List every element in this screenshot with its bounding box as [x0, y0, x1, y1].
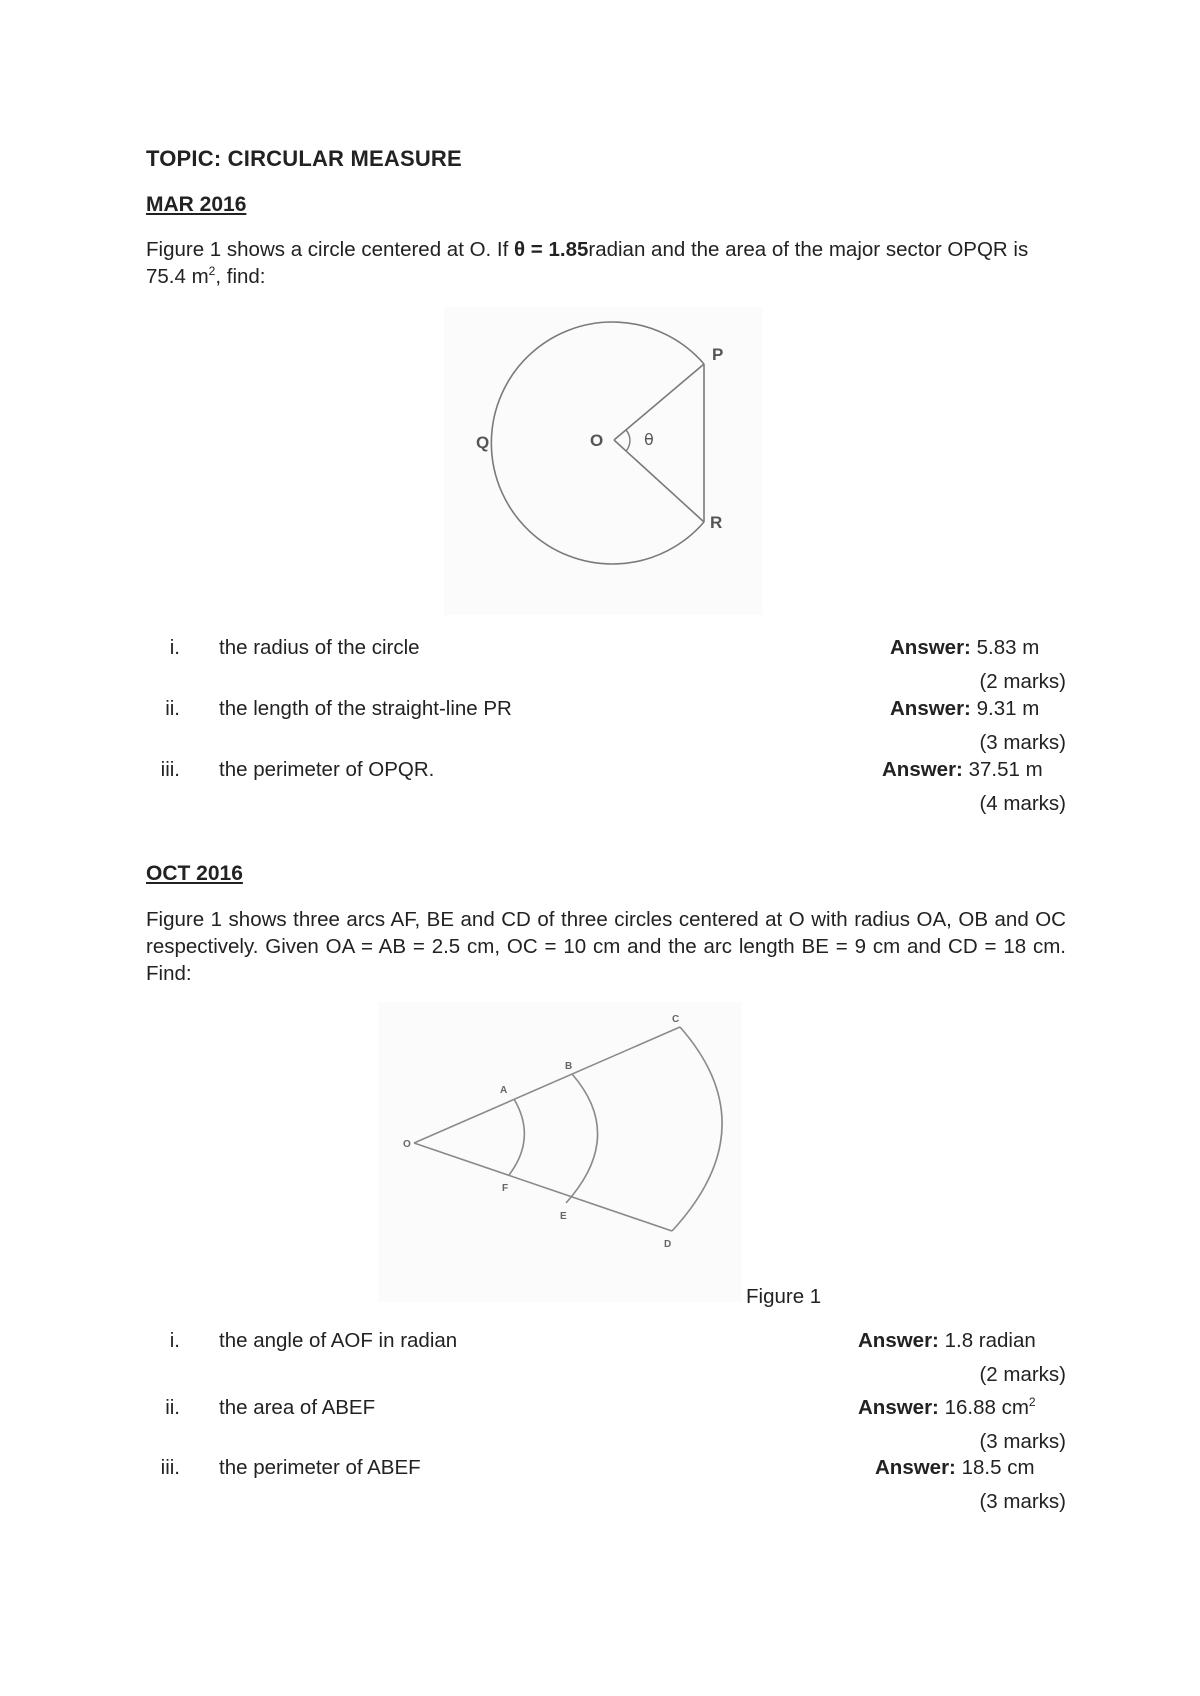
- q6-number: iii.: [160, 1456, 180, 1479]
- figure-background: [378, 1002, 742, 1302]
- q5-text: the area of ABEF: [219, 1396, 376, 1419]
- q3-answer: [882, 758, 1043, 782]
- q4-marks: (2 marks): [979, 1363, 1066, 1386]
- q1-answer-value: 5.83 m: [976, 636, 1040, 659]
- label-d: D: [664, 1239, 672, 1250]
- q6-answer: [875, 1456, 1035, 1480]
- label-b: B: [565, 1061, 573, 1072]
- q2-answer-value: 9.31 m: [976, 697, 1040, 720]
- section2-intro: Figure 1 shows three arcs AF, BE and CD of three circles centered at O with radius OA, OB and OC respectively. Given OA = AB = 2.5 cm, OC = 10 cm and the arc length BE = 9 cm and CD = 18 cm. Find:: [146, 908, 1066, 985]
- q5-answer: [858, 1396, 1036, 1420]
- label-o: O: [590, 431, 604, 450]
- intro-text-1: Figure 1 shows a circle centered at O. If: [146, 238, 515, 261]
- q2-answer-label: Answer:: [890, 697, 971, 720]
- section1-intro: [146, 236, 1066, 290]
- q1-marks: (2 marks): [979, 670, 1066, 693]
- label-e: E: [560, 1211, 567, 1222]
- q4-answer-value: 1.8 radian: [944, 1329, 1036, 1352]
- label-o: O: [403, 1139, 411, 1150]
- q5-marks: (3 marks): [979, 1430, 1066, 1453]
- q3-marks: (4 marks): [979, 792, 1066, 815]
- page-title: TOPIC: CIRCULAR MEASURE: [146, 146, 462, 171]
- q4-answer: [858, 1329, 1036, 1353]
- q5-answer-superscript: 2: [1028, 1395, 1036, 1410]
- q1-answer-label: Answer:: [890, 636, 971, 659]
- label-a: A: [500, 1085, 508, 1096]
- q2-text: the length of the straight-line PR: [219, 697, 512, 720]
- label-f: F: [502, 1183, 509, 1194]
- q2-number: ii.: [165, 697, 180, 720]
- intro-text-3: , find:: [215, 265, 266, 288]
- q5-answer-value: 16.88 cm: [944, 1396, 1029, 1419]
- three-arcs-figure: [378, 1002, 742, 1302]
- figure-caption: Figure 1: [746, 1285, 822, 1308]
- q6-marks: (3 marks): [979, 1490, 1066, 1513]
- q6-answer-value: 18.5 cm: [961, 1456, 1035, 1479]
- q1-text: the radius of the circle: [219, 636, 420, 659]
- q1-answer: [890, 636, 1039, 660]
- circle-sector-figure: [444, 307, 762, 615]
- q3-answer-label: Answer:: [882, 758, 963, 781]
- q4-number: i.: [169, 1329, 180, 1352]
- q4-answer-label: Answer:: [858, 1329, 939, 1352]
- label-p: P: [712, 345, 724, 364]
- q2-answer: [890, 697, 1039, 721]
- q6-text: the perimeter of ABEF: [219, 1456, 421, 1479]
- q3-text: the perimeter of OPQR.: [219, 758, 435, 781]
- q2-marks: (3 marks): [979, 731, 1066, 754]
- intro-text-2: radian and the area of the major sector OPQR is 75.4 m: [146, 238, 1029, 288]
- q6-answer-label: Answer:: [875, 1456, 956, 1479]
- label-q: Q: [476, 433, 490, 452]
- q3-answer-value: 37.51 m: [968, 758, 1043, 781]
- label-c: C: [672, 1014, 680, 1025]
- q5-number: ii.: [165, 1396, 180, 1419]
- section-heading-oct-2016: OCT 2016: [146, 862, 243, 885]
- q5-answer-label: Answer:: [858, 1396, 939, 1419]
- label-theta: θ: [644, 430, 654, 449]
- theta-expression: θ = 1.85: [514, 238, 589, 261]
- label-r: R: [710, 513, 723, 532]
- q1-number: i.: [169, 636, 180, 659]
- q3-number: iii.: [160, 758, 180, 781]
- section-heading-mar-2016: MAR 2016: [146, 193, 247, 216]
- q4-text: the angle of AOF in radian: [219, 1329, 458, 1352]
- intro-superscript: 2: [208, 264, 216, 279]
